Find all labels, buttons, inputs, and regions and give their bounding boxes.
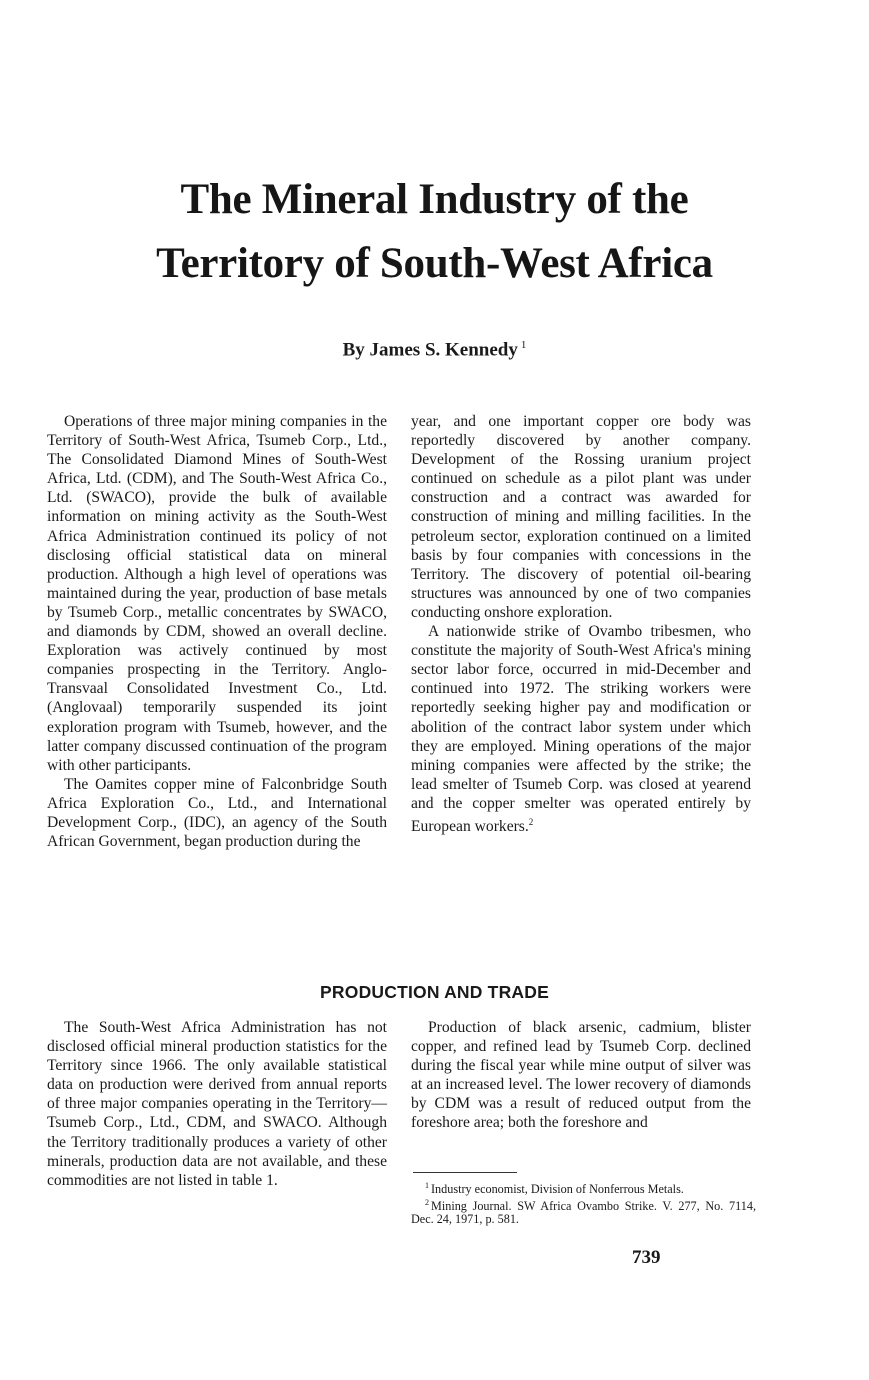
intro-paragraph-2: The Oamites copper mine of Falconbridge South Africa Exploration Co., Ltd., and International Development Corp., (IDC), an agency of the South African Government, began production during the	[47, 775, 387, 851]
page-number: 739	[632, 1247, 661, 1268]
page-title	[0, 168, 869, 296]
production-paragraph-1: The South-West Africa Administration has not disclosed official mineral production statistics for the Territory since 1966. The only available statistical data on production were derived from annual reports of three major companies operating in the Territory—Tsumeb Corp., Ltd., CDM, and SWACO. Although the Territory traditionally produces a variety of other minerals, production data are not available, and these commodities are not listed in table 1.	[47, 1019, 387, 1189]
intro-paragraph-3	[411, 622, 751, 836]
author-name: By James S. Kennedy	[342, 339, 518, 361]
intro-column-left	[47, 412, 387, 851]
footnote-divider	[413, 1172, 517, 1173]
footnote-2	[411, 1196, 756, 1226]
footnote-2-mark: 2	[425, 1198, 429, 1208]
footnote-1-text: Industry economist, Division of Nonferrous Metals.	[431, 1182, 684, 1197]
footnote-1-mark: 1	[425, 1181, 429, 1190]
section-heading-production: PRODUCTION AND TRADE	[320, 982, 549, 1002]
production-column-left	[47, 1018, 387, 1190]
author-byline	[0, 332, 869, 363]
intro-paragraph-2-continued: year, and one important copper ore body was reportedly discovered by another company. Development of the Rossing uranium project continued on schedule as a pilot plant was under construction and a contract was awarded for construction of mining and milling facilities. In the petroleum sector, exploration continued on a limited basis by four companies with concessions in the Territory. The discovery of potential oil-bearing structures was announced by one of two companies conducting onshore exploration.	[411, 413, 751, 621]
strike-paragraph-text: A nationwide strike of Ovambo tribesmen, who constitute the majority of South-West Africa's mining sector labor force, occurred in mid-December and continued into 1972. The striking workers were reportedly seeking higher pay and modification or abolition of the contract labor system under which they are employed. Mining operations of the major mining companies were affected by the strike; the lead smelter of Tsumeb Corp. was closed at yearend and the copper smelter was operated entirely by European workers.	[411, 623, 751, 836]
production-column-right	[411, 1018, 751, 1133]
footnotes	[411, 1179, 756, 1226]
intro-paragraph-1: Operations of three major mining companies in the Territory of South-West Africa, Tsumeb Corp., Ltd., The Consolidated Diamond Mines of South-West Africa, Ltd. (CDM), and The South-West Africa Co., Ltd. (SWACO), provide the bulk of available information on mining activity as the South-West Africa Administration continued its policy of not disclosing official statistical data on mineral production. Although a high level of operations was maintained during the year, production of base metals by Tsumeb Corp., metallic concentrates by SWACO, and diamonds by CDM, showed an overall decline. Exploration was actively continued by most companies prospecting in the Territory. Anglo-Transvaal Consolidated Investment Co., Ltd. (Anglovaal) temporarily suspended its joint exploration program with Tsumeb, however, and the latter company discussed continuation of the program with other participants.	[47, 413, 387, 774]
footnote-2-text: Mining Journal. SW Africa Ovambo Strike. V. 277, No. 7114, Dec. 24, 1971, p. 581.	[411, 1199, 756, 1227]
intro-column-right	[411, 412, 751, 836]
title-line-2: Territory of South-West Africa	[156, 240, 713, 287]
strike-footnote-mark: 2	[528, 816, 534, 827]
production-paragraph-2: Production of black arsenic, cadmium, blister copper, and refined lead by Tsumeb Corp. declined during the fiscal year while mine output of silver was at an increased level. The lower recovery of diamonds by CDM was a result of reduced output from the foreshore area; both the foreshore and	[411, 1019, 751, 1132]
author-footnote-mark: 1	[520, 339, 527, 351]
title-line-1: The Mineral Industry of the	[180, 176, 689, 223]
footnote-1	[411, 1179, 756, 1196]
